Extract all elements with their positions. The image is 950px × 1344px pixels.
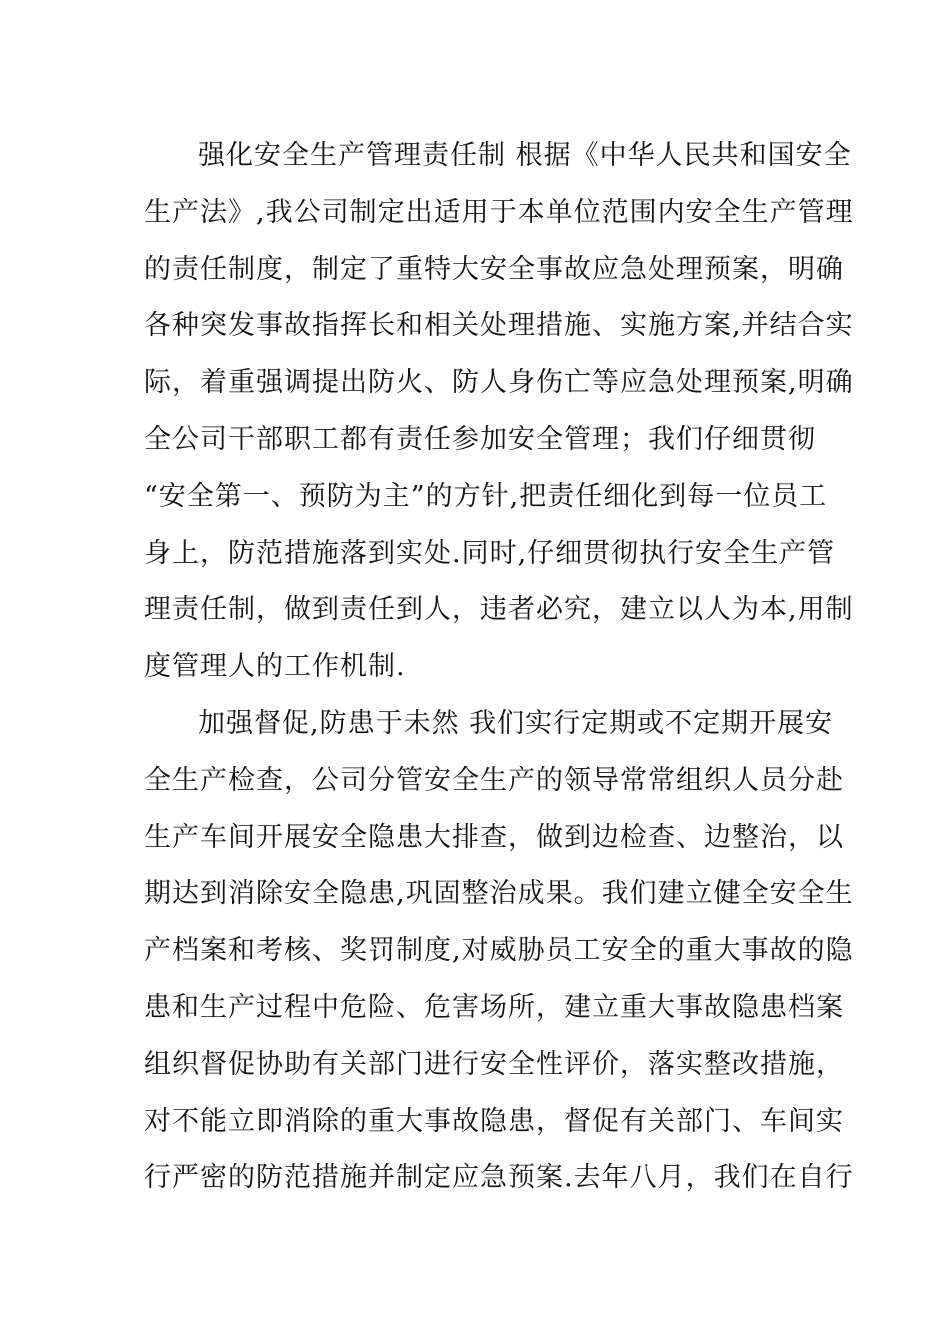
paragraph-line: 度管理人的工作机制.	[144, 651, 406, 683]
paragraph-line: 理责任制，做到责任到人，违者必究，建立以人为本,用制	[144, 594, 854, 626]
paragraph-line: “安全第一、预防为主”的方针,把责任细化到每一位员工	[144, 480, 828, 512]
paragraph-line: 行严密的防范措施并制定应急预案.去年八月，我们在自行	[144, 1162, 854, 1194]
paragraph-line: 组织督促协助有关部门进行安全性评价，落实整改措施，	[144, 1048, 844, 1080]
paragraph-line: 强化安全生产管理责任制 根据《中华人民共和国安全	[198, 140, 852, 171]
paragraph-line: 患和生产过程中危险、危害场所，建立重大事故隐患档案	[144, 991, 844, 1023]
paragraph-line: 对不能立即消除的重大事故隐患，督促有关部门、车间实	[144, 1105, 844, 1137]
paragraph-safety-responsibility	[144, 128, 854, 696]
paragraph-line: 产档案和考核、奖罚制度,对威胁员工安全的重大事故的隐	[144, 935, 854, 967]
paragraph-line: 的责任制度，制定了重特大安全事故应急处理预案，明确	[144, 253, 844, 285]
paragraph-line: 各种突发事故指挥长和相关处理措施、实施方案,并结合实	[144, 310, 854, 342]
paragraph-line: 生产法》,我公司制定出适用于本单位范围内安全生产管理	[144, 196, 854, 228]
paragraph-supervision	[144, 696, 854, 1207]
paragraph-line: 生产车间开展安全隐患大排查，做到边检查、边整治，以	[144, 821, 844, 853]
paragraph-line: 全公司干部职工都有责任参加安全管理；我们仔细贯彻	[144, 423, 816, 455]
paragraph-line: 全生产检查，公司分管安全生产的领导常常组织人员分赴	[144, 764, 844, 796]
paragraph-line: 期达到消除安全隐患,巩固整治成果。我们建立健全安全生	[144, 878, 854, 910]
paragraph-line: 际，着重强调提出防火、防人身伤亡等应急处理预案,明确	[144, 367, 854, 399]
paragraph-line: 加强督促,防患于未然 我们实行定期或不定期开展安	[198, 707, 834, 739]
paragraph-line: 身上，防范措施落到实处.同时,仔细贯彻执行安全生产管	[144, 537, 836, 569]
document-body	[144, 128, 854, 1207]
